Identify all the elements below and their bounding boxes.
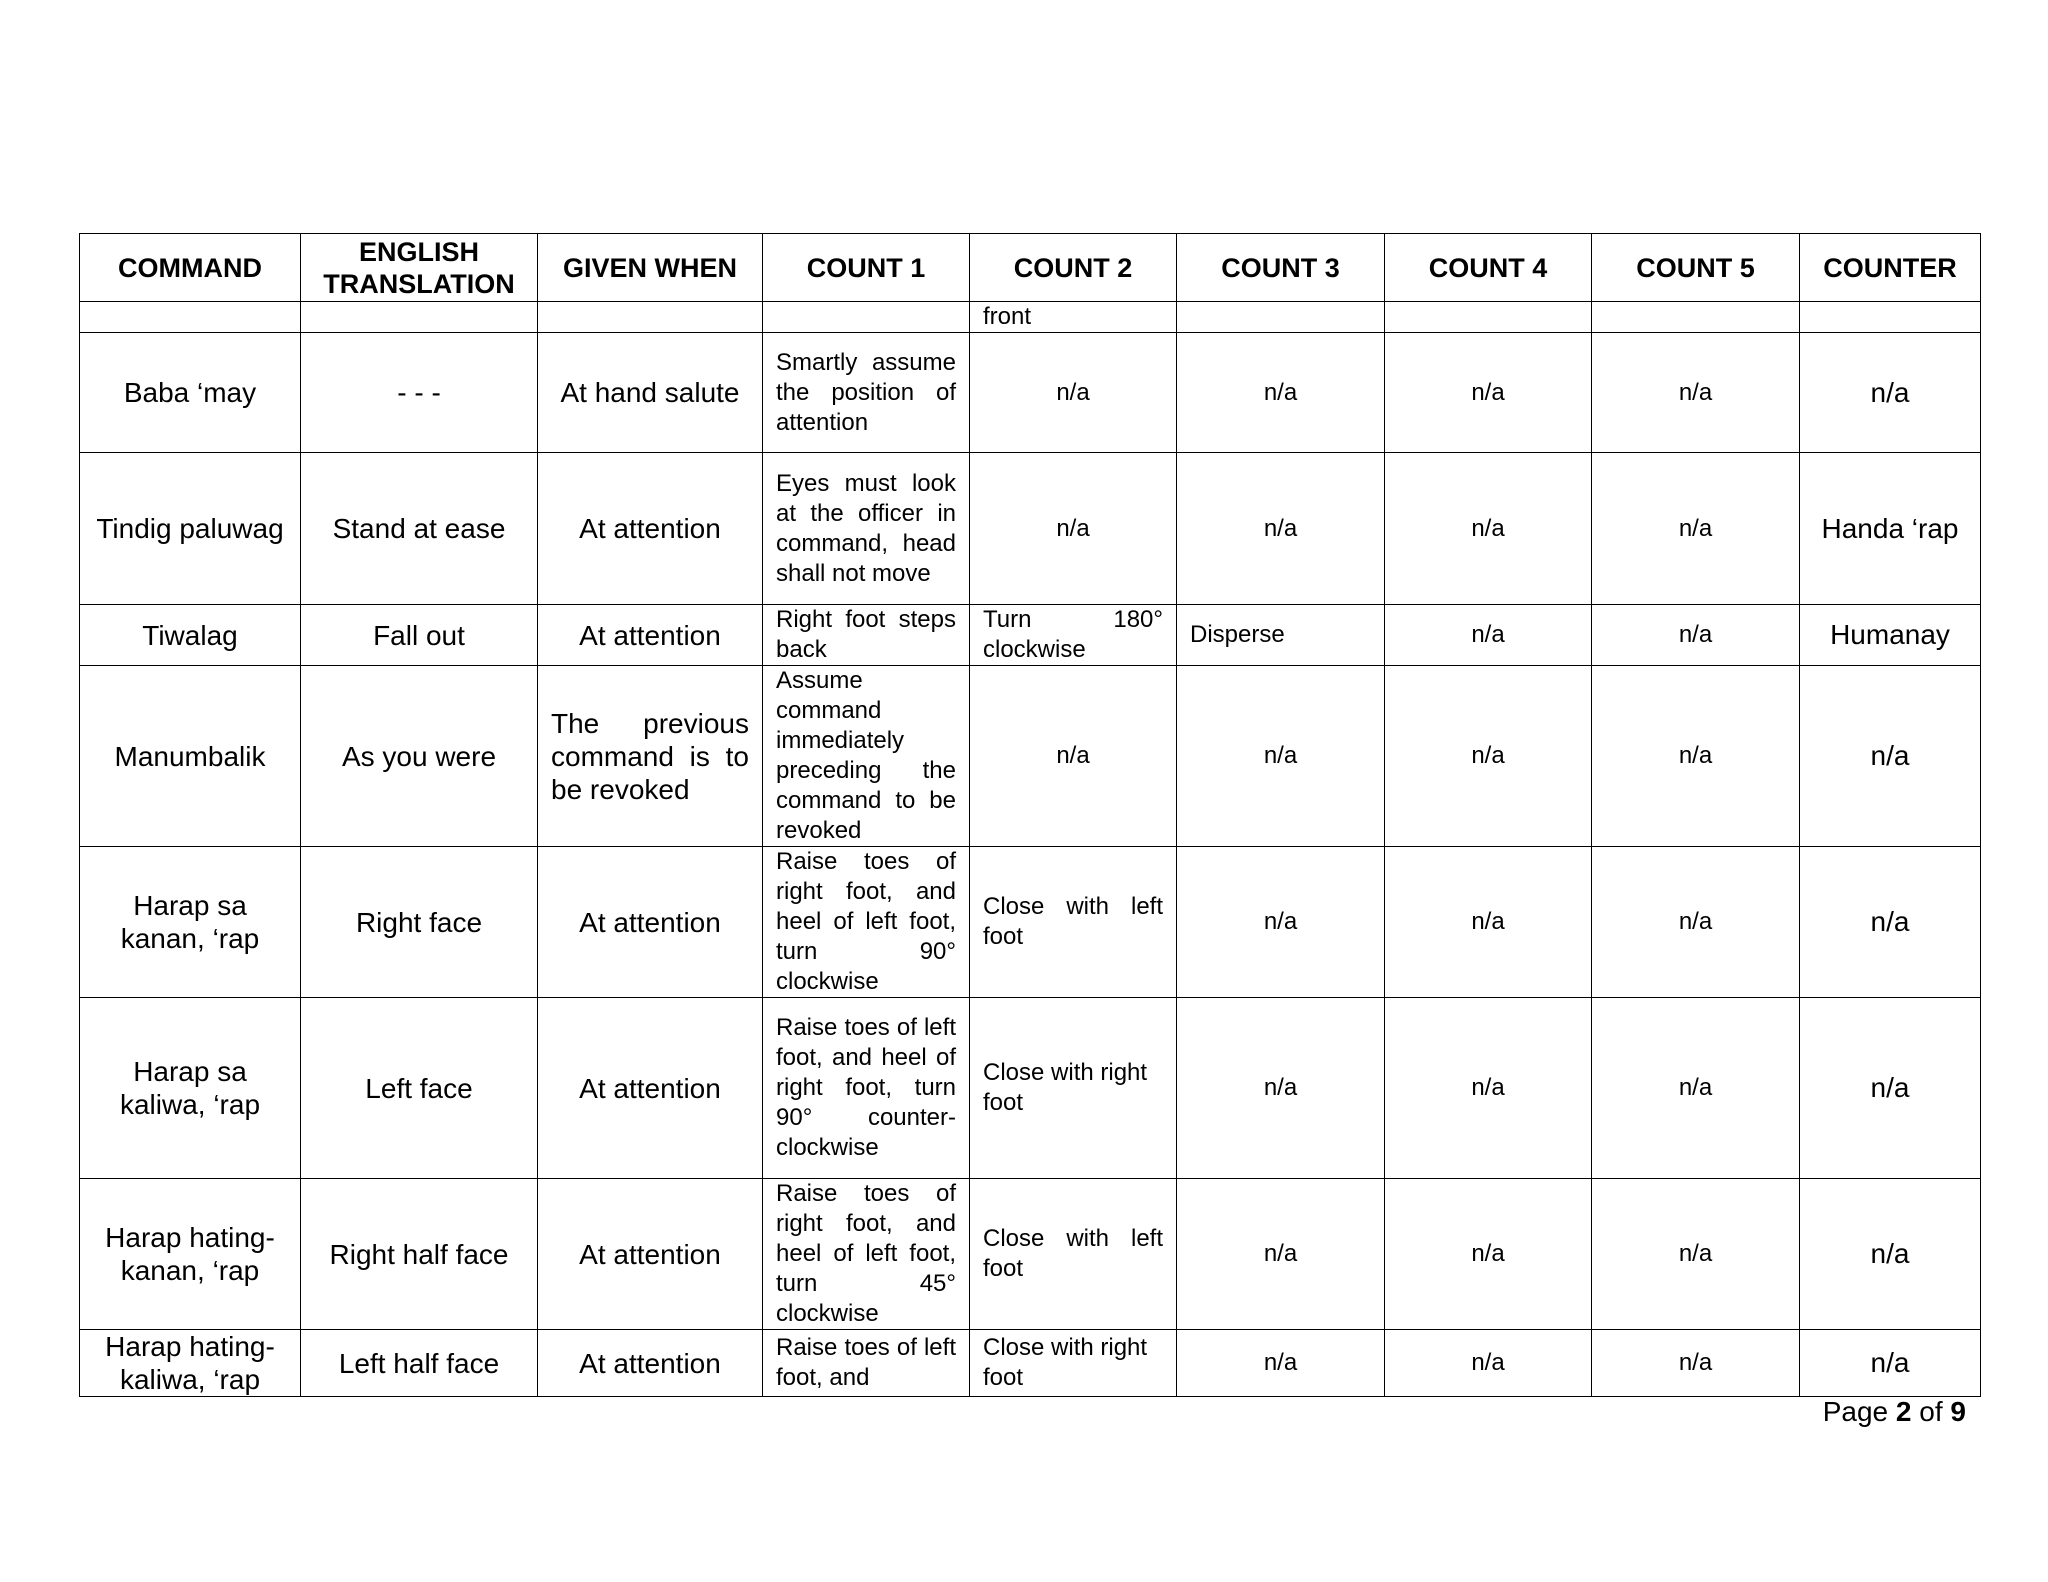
table-row [80, 453, 1981, 605]
cell-count3: n/a [1177, 453, 1385, 605]
cell-count1: Smartly assume the position of attention [763, 333, 970, 453]
page-number-of: of [1919, 1396, 1943, 1427]
cell-count2: Turn 180° clockwise [970, 605, 1177, 666]
cell-command: Harap sa kanan, ‘rap [80, 847, 301, 998]
cell-command: Tiwalag [80, 605, 301, 666]
page-number [1740, 1396, 1966, 1428]
cell-count1: Raise toes of right foot, and heel of left foot, turn 90° clockwise [763, 847, 970, 998]
table-row [80, 666, 1981, 847]
header-count-4: COUNT 4 [1385, 234, 1592, 302]
cell-count2: Close with right foot [970, 998, 1177, 1179]
cell-command: Harap sa kaliwa, ‘rap [80, 998, 301, 1179]
cell-counter: Handa ‘rap [1800, 453, 1981, 605]
cell-count4: n/a [1385, 666, 1592, 847]
cell-english: Fall out [301, 605, 538, 666]
cell-count1: Eyes must look at the officer in command, head shall not move [763, 453, 970, 605]
header-english-translation: ENGLISH TRANSLATION [301, 234, 538, 302]
header-command: COMMAND [80, 234, 301, 302]
table-row [80, 1179, 1981, 1330]
cell-count5: n/a [1592, 1179, 1800, 1330]
cell-counter: n/a [1800, 1330, 1981, 1397]
header-count-1: COUNT 1 [763, 234, 970, 302]
page-number-current: 2 [1895, 1396, 1912, 1427]
table-row [80, 605, 1981, 666]
cell-count4: n/a [1385, 1179, 1592, 1330]
cell-given: At hand salute [538, 333, 763, 453]
cell-count1: Right foot steps back [763, 605, 970, 666]
cell-count3: n/a [1177, 998, 1385, 1179]
cell-command: Harap hating-kaliwa, ‘rap [80, 1330, 301, 1397]
cell-counter: Humanay [1800, 605, 1981, 666]
cell-count3: n/a [1177, 1179, 1385, 1330]
table-row [80, 847, 1981, 998]
header-count-2: COUNT 2 [970, 234, 1177, 302]
cell-count4: n/a [1385, 333, 1592, 453]
cell-count4: n/a [1385, 453, 1592, 605]
cell-count5: n/a [1592, 666, 1800, 847]
header-given-when: GIVEN WHEN [538, 234, 763, 302]
cell-counter: n/a [1800, 1179, 1981, 1330]
table-row [80, 333, 1981, 453]
cell-count3: n/a [1177, 666, 1385, 847]
cell-count2: n/a [970, 453, 1177, 605]
cell-count5: n/a [1592, 1330, 1800, 1397]
cell-count5: n/a [1592, 847, 1800, 998]
cell-counter: n/a [1800, 666, 1981, 847]
cell-command: Tindig paluwag [80, 453, 301, 605]
cell-english: Right half face [301, 1179, 538, 1330]
page-number-total: 9 [1950, 1396, 1966, 1427]
cell-command: Manumbalik [80, 666, 301, 847]
cell-counter: n/a [1800, 998, 1981, 1179]
header-count-3: COUNT 3 [1177, 234, 1385, 302]
continuation-row [80, 302, 1981, 333]
cell-count5: n/a [1592, 333, 1800, 453]
cell-english: - - - [301, 333, 538, 453]
cell-count4: n/a [1385, 998, 1592, 1179]
cell-count1: Raise toes of left foot, and [763, 1330, 970, 1397]
cell-count4: n/a [1385, 1330, 1592, 1397]
table-row [80, 998, 1981, 1179]
cell-given: At attention [538, 847, 763, 998]
cell-english: As you were [301, 666, 538, 847]
cell-command: Harap hating-kanan, ‘rap [80, 1179, 301, 1330]
cell-count3: Disperse [1177, 605, 1385, 666]
header-counter: COUNTER [1800, 234, 1981, 302]
cell-count4: n/a [1385, 847, 1592, 998]
cell-count3: n/a [1177, 333, 1385, 453]
cell-given: At attention [538, 605, 763, 666]
cell-count1: Raise toes of right foot, and heel of left foot, turn 45° clockwise [763, 1179, 970, 1330]
cell-given: At attention [538, 1330, 763, 1397]
cell-count2: Close with left foot [970, 1179, 1177, 1330]
table-row [80, 1330, 1981, 1397]
cell-english: Left face [301, 998, 538, 1179]
cell-count5: n/a [1592, 998, 1800, 1179]
cell-counter: n/a [1800, 333, 1981, 453]
cell-english: Right face [301, 847, 538, 998]
cell-count2: n/a [970, 333, 1177, 453]
page-number-prefix: Page [1822, 1396, 1889, 1427]
continuation-count2: front [970, 302, 1177, 333]
cell-count2: Close with right foot [970, 1330, 1177, 1397]
header-count-5: COUNT 5 [1592, 234, 1800, 302]
cell-given: At attention [538, 453, 763, 605]
cell-given: At attention [538, 998, 763, 1179]
cell-count1: Raise toes of left foot, and heel of right foot, turn 90° counter-clockwise [763, 998, 970, 1179]
cell-counter: n/a [1800, 847, 1981, 998]
table-header-row [80, 234, 1981, 302]
cell-english: Left half face [301, 1330, 538, 1397]
cell-given: At attention [538, 1179, 763, 1330]
drill-commands-table [79, 233, 1981, 1397]
cell-count5: n/a [1592, 453, 1800, 605]
cell-count2: n/a [970, 666, 1177, 847]
cell-count5: n/a [1592, 605, 1800, 666]
cell-command: Baba ‘may [80, 333, 301, 453]
cell-count3: n/a [1177, 1330, 1385, 1397]
cell-count1: Assume command immediately preceding the command to be revoked [763, 666, 970, 847]
cell-english: Stand at ease [301, 453, 538, 605]
cell-count2: Close with left foot [970, 847, 1177, 998]
cell-count3: n/a [1177, 847, 1385, 998]
cell-count4: n/a [1385, 605, 1592, 666]
cell-given: The previous command is to be revoked [538, 666, 763, 847]
